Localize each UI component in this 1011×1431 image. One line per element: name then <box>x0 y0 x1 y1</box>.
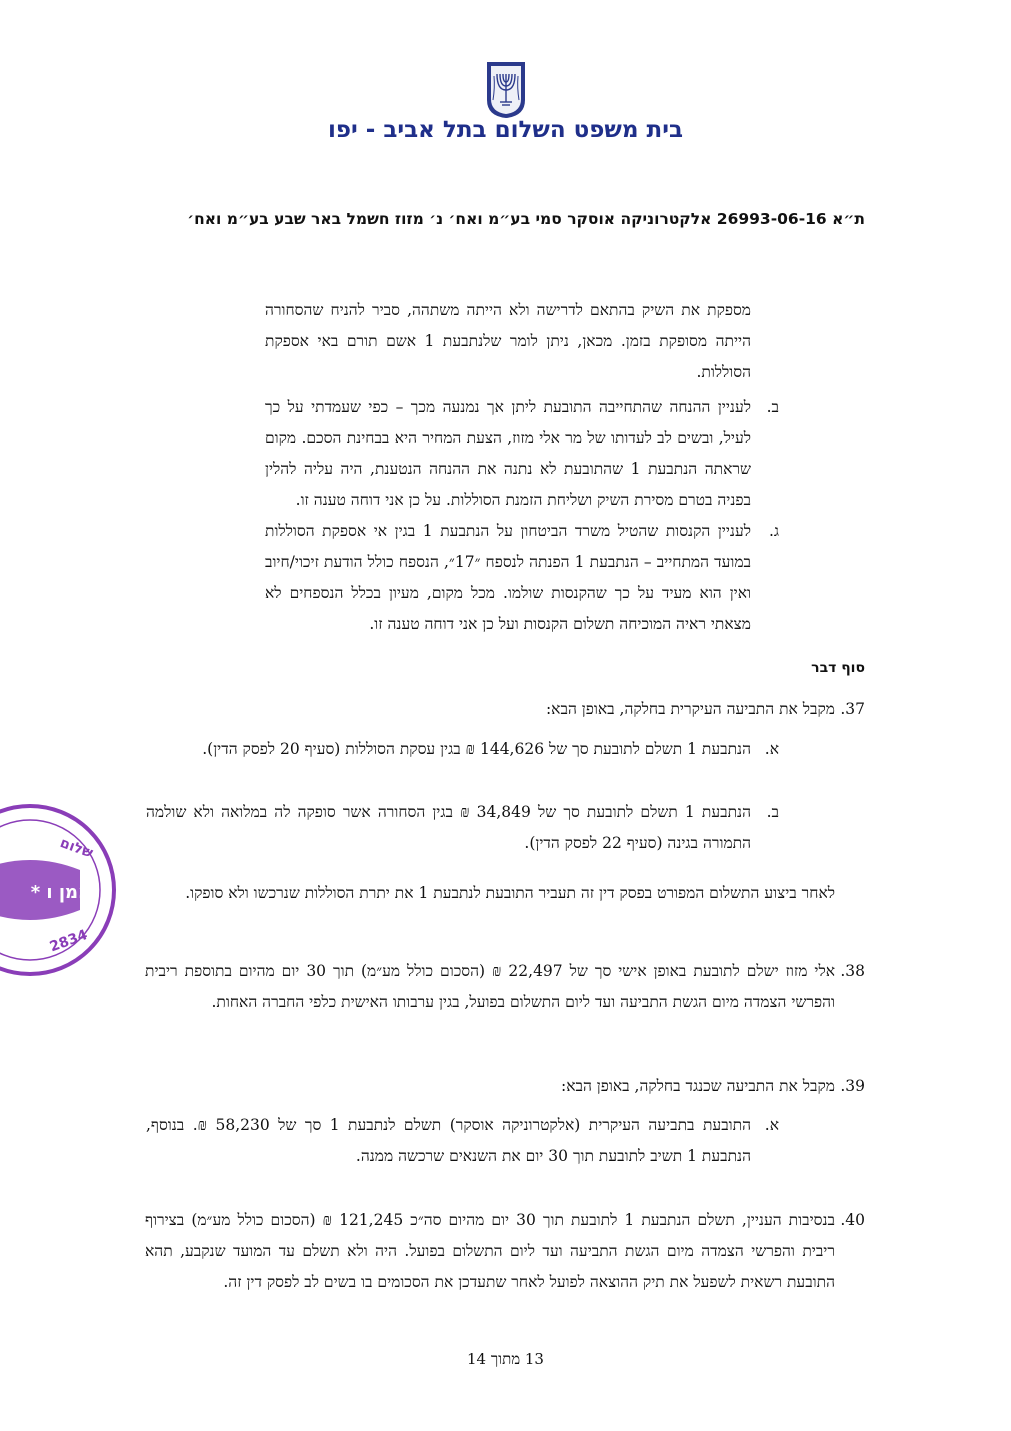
state-emblem-icon <box>485 60 527 120</box>
page-number: 13 מתוך 14 <box>467 1350 544 1368</box>
paragraph-number: 39. <box>840 1077 865 1095</box>
stamp-top-text: שלום <box>57 834 95 862</box>
paragraph-38-text: אלי מזוז ישלם לתובעת באופן אישי סך של 22,497 ₪ (הסכום כולל מע״מ) תוך 30 יום מהיום בתוספת ריבית והפרשי הצמדה מיום הגשת התביעה ועד ליום התשלום בפועל, בגין ערבותו האישית כלפי החברה האחות. <box>145 962 835 1011</box>
p37-item-b-text: הנתבעת 1 תשלם לתובעת סך של 34,849 ₪ בגין הסחורה אשר סופקה לה במלואה ולא שולמה התמורה בגינה (סעיף 22 לפסק הדין). <box>146 803 751 852</box>
p39-item-a-text: התובעת בתביעה העיקרית (אלקטרוניקה אוסקר) תשלם לנתבעת 1 סך של 58,230 ₪. בנוסף, הנתבעת 1 תשיב לתובעת תוך 30 יום את השנאים שרכשה ממנה. <box>146 1116 751 1165</box>
p37-after-text: לאחר ביצוע התשלום המפורט בפסק דין זה תעביר התובעת לנתבעת 1 את יתרת הסוללות שנרכשו ולא סופקו. <box>185 884 835 902</box>
item-marker: ב. <box>766 803 779 821</box>
item-b-text: לעניין ההנחה שהתחייבה התובעת ליתן אך נמנעה מכך – כפי שעמדתי על כך לעיל, ובשים לב לעדותו של מר אלי מזוז, הצעת המחיר היא בבחינת הסכם. מקום שראתה הנתבעת 1 שהתובעת לא נתנה את ההנחה הנטענת, היה עליה להלין בפניה בטרם מסירת השיק ושליחת הזמנת הסוללות. על כן אני דוחה טענה זו. <box>265 398 752 509</box>
intro-paragraph: מספקת את השיק בהתאם לדרישה ולא הייתה משתהה, סביר להניח שהסחורה הייתה מסופקת בזמן. מכאן, ניתן לומר שלנתבעת 1 אשם תורם באי אספקת הסוללות. <box>265 301 751 381</box>
p37-item-a-text: הנתבעת 1 תשלם לתובעת סך של 144,626 ₪ בגין עסקת הסוללות (סעיף 20 לפסק הדין). <box>202 740 751 758</box>
section-heading: סוף דבר <box>811 660 865 676</box>
paragraph-40-text: בנסיבות העניין, תשלם הנתבעת 1 לתובעת תוך 30 יום מהיום סה״כ 121,245 ₪ (הסכום כולל מע״מ) בצירוף ריבית והפרשי הצמדה מיום הגשת התביעה ועד ליום התשלום בפועל. היה ולא תשלם עד המועד שנקבע, תהא התובעת רשאית לשפעל את תיק ההוצאה לפועל לאחר שתעדכן את הסכומים בו בשים לב לפסק דין זה. <box>145 1211 835 1291</box>
stamp-bottom-text: 2834 <box>47 927 90 956</box>
item-marker: א. <box>764 1116 779 1134</box>
item-c-text: לעניין הקנסות שהטיל משרד הביטחון על הנתבעת 1 בגין אי אספקת הסוללות במועד המתחייב – הנתבעת 1 הפנתה לנספח ״17״, הנספח כולל הודעת זיכוי/חיוב ואין הוא מעיד על כך שהקנסות שולמו. מכל מקום, מעיון בכלל הנספחים לא מצאתי ראיה המוכיחה תשלום הקנסות ועל כן אני דוחה טענה זו. <box>265 522 751 633</box>
item-marker: ב. <box>766 398 779 416</box>
item-marker: ג. <box>768 522 779 540</box>
paragraph-37-text: מקבל את התביעה העיקרית בחלקה, באופן הבא: <box>545 700 835 718</box>
stamp-middle-text: * נאמן ו <box>30 882 100 903</box>
paragraph-number: 40. <box>840 1211 865 1229</box>
court-name: בית משפט השלום בתל אביב - יפו <box>327 117 684 143</box>
paragraph-number: 38. <box>840 962 865 980</box>
case-title: ת״א 26993-06-16 אלקטרוניקה אוסקר סמי בע״מ ואח׳ נ׳ מזוז חשמל באר שבע בע״מ ואח׳ <box>187 210 865 228</box>
paragraph-number: 37. <box>840 700 865 718</box>
item-marker: א. <box>764 740 779 758</box>
paragraph-39-text: מקבל את התביעה שכנגד בחלקה, באופן הבא: <box>560 1077 835 1095</box>
official-stamp <box>0 800 120 980</box>
